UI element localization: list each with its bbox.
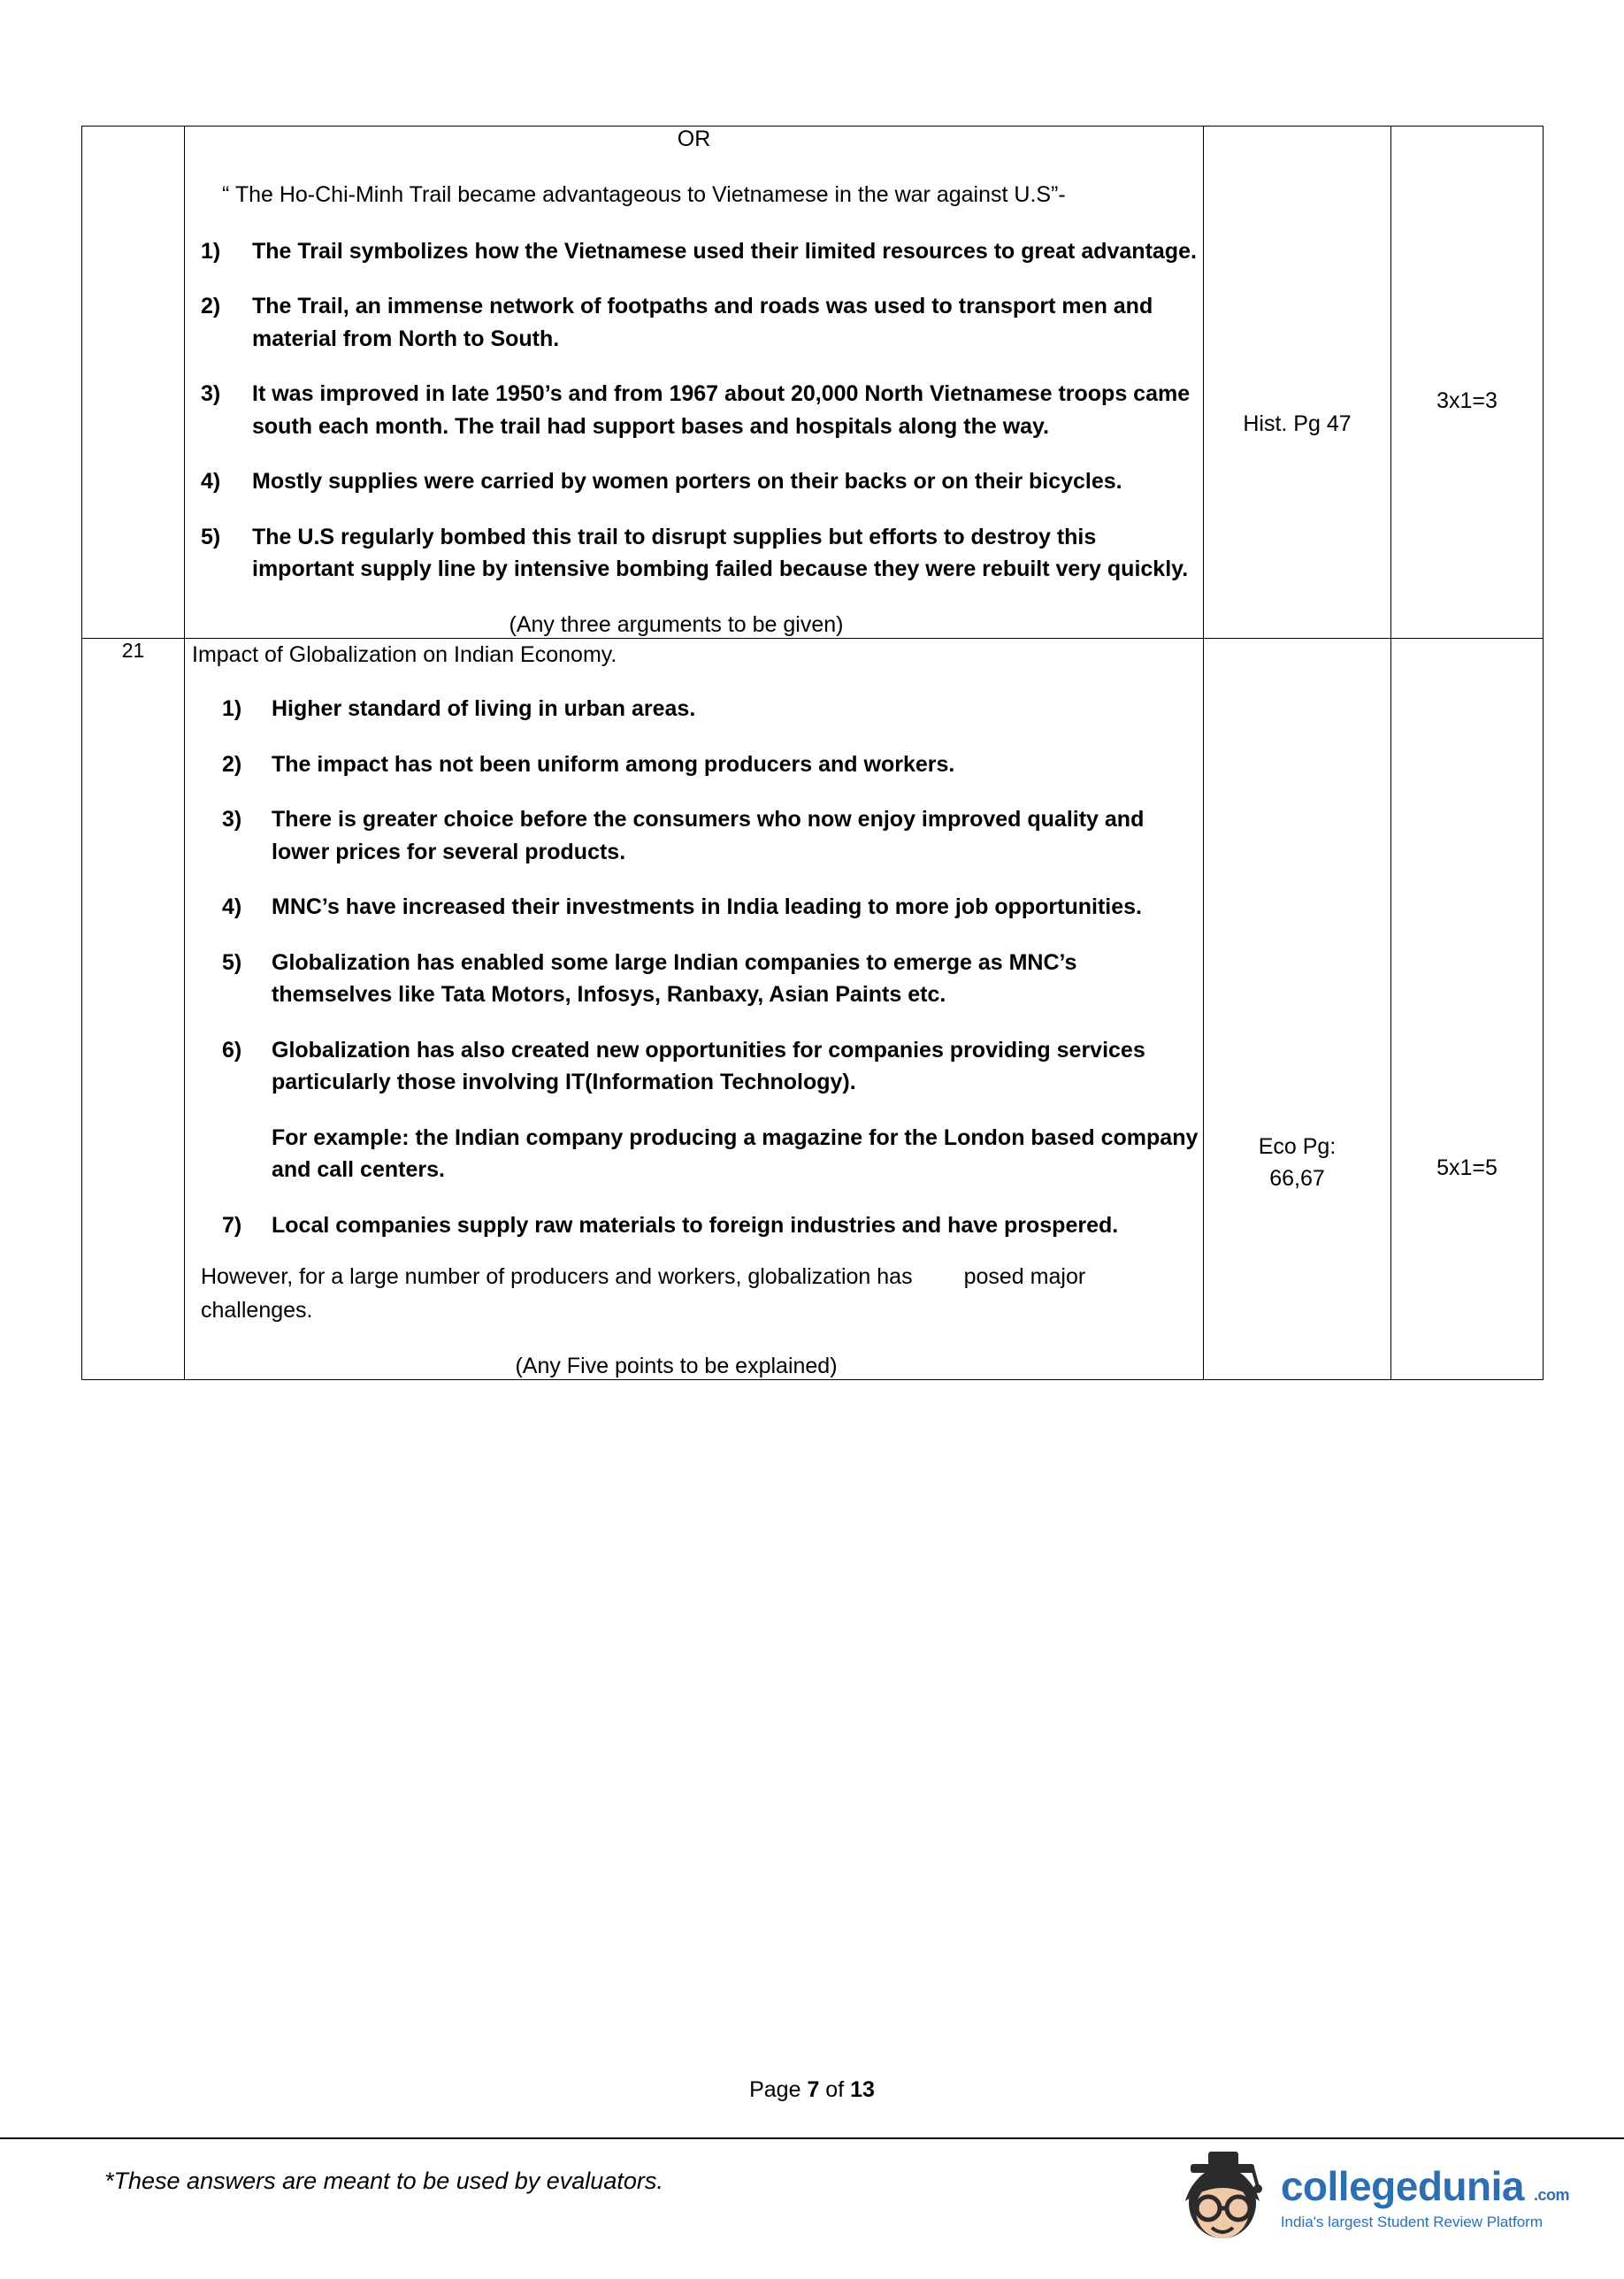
page-current: 7	[807, 2077, 820, 2102]
question-number: 21	[121, 638, 145, 662]
list-item	[185, 235, 1203, 268]
list-item-number: 6)	[222, 1037, 242, 1063]
list-item-number: 3)	[201, 381, 221, 406]
list-item-text: The Trail symbolizes how the Vietnamese used their limited resources to great advantage.	[252, 238, 1197, 264]
list-item	[185, 748, 1203, 781]
list-item-example: For example: the Indian company producing a magazine for the London based company and call centers.	[272, 1124, 1199, 1182]
list-item-number: 3)	[222, 807, 242, 832]
question-number-cell	[82, 127, 185, 639]
list-item-text: Mostly supplies were carried by women porters on their backs or on their bicycles.	[252, 469, 1122, 494]
list-item-number: 5)	[222, 949, 242, 975]
list-item	[185, 290, 1203, 355]
answer-note: (Any Five points to be explained)	[515, 1354, 838, 1378]
answer-note: (Any three arguments to be given)	[509, 611, 844, 637]
page-total: 13	[850, 2077, 875, 2102]
answer-key-table	[81, 126, 1544, 1380]
list-item	[185, 803, 1203, 868]
list-item-text: MNC’s have increased their investments in India leading to more job opportunities.	[272, 894, 1142, 919]
answer-body-cell	[185, 638, 1204, 1380]
page-label-mid: of	[819, 2077, 851, 2102]
reference-text-line2: 66,67	[1269, 1165, 1325, 1191]
list-item-text: Higher standard of living in urban areas.	[272, 696, 696, 721]
question-quote: “ The Ho-Chi-Minh Trail became advantageous to Vietnamese in the war against U.S”-	[222, 182, 1066, 207]
reference-cell	[1204, 638, 1391, 1380]
brand-text	[1280, 2153, 1569, 2231]
page-label-prefix: Page	[749, 2077, 808, 2102]
list-item	[185, 693, 1203, 725]
list-item-number: 4)	[201, 469, 221, 494]
answer-closing-b: posed major challenges.	[201, 1264, 1086, 1323]
list-item	[185, 465, 1203, 498]
marks-text: 5x1=5	[1436, 1155, 1498, 1180]
list-item	[185, 1034, 1203, 1186]
list-item-number: 4)	[222, 894, 242, 919]
marks-cell	[1391, 638, 1544, 1380]
list-item	[185, 378, 1203, 442]
answer-body-cell	[185, 127, 1204, 639]
brand-name-text: collegedunia	[1280, 2163, 1524, 2209]
table-row	[82, 638, 1544, 1380]
answer-points-list	[185, 693, 1203, 1241]
list-item-text: There is greater choice before the consumers who now enjoy improved quality and lower prices for several products.	[272, 807, 1145, 864]
reference-text-line1: Eco Pg:	[1258, 1133, 1337, 1159]
list-item-number: 1)	[201, 238, 221, 264]
collegedunia-logo[interactable]	[1176, 2139, 1569, 2245]
brand-tagline: India's largest Student Review Platform	[1280, 2214, 1543, 2230]
list-item-number: 2)	[201, 294, 221, 318]
answer-closing	[185, 1261, 1203, 1327]
marks-cell	[1391, 127, 1544, 639]
question-number-cell	[82, 638, 185, 1380]
answer-closing-a: However, for a large number of producers and workers, globalization has	[201, 1264, 913, 1289]
list-item-text: Local companies supply raw materials to foreign industries and have prospered.	[272, 1212, 1119, 1238]
graduate-mascot-icon	[1176, 2139, 1268, 2245]
list-item-text: Globalization has also created new opportunities for companies providing services particularly those involving IT(Information Technology).	[272, 1037, 1145, 1094]
list-item-number: 2)	[222, 751, 242, 777]
evaluator-note: *These answers are meant to be used by evaluators.	[104, 2168, 663, 2194]
answer-points-list	[185, 235, 1203, 586]
list-item-text: Globalization has enabled some large Indian companies to emerge as MNC’s themselves like Tata Motors, Infosys, Ranbaxy, Asian Paints etc.	[272, 949, 1077, 1007]
list-item-text: The impact has not been uniform among producers and workers.	[272, 751, 955, 777]
page-number	[0, 2077, 1624, 2103]
list-item-text: The Trail, an immense network of footpaths and roads was used to transport men and material from North to South.	[252, 294, 1153, 351]
list-item-text: It was improved in late 1950’s and from 1967 about 20,000 North Vietnamese troops came south each month. The trail had support bases and hospitals along the way.	[252, 381, 1191, 439]
list-item	[185, 891, 1203, 924]
brand-name	[1280, 2163, 1569, 2209]
table-row	[82, 127, 1544, 639]
reference-text: Hist. Pg 47	[1243, 411, 1352, 436]
or-label: OR	[677, 127, 711, 151]
list-item-text: The U.S regularly bombed this trail to disrupt supplies but efforts to destroy this important supply line by intensive bombing failed because they were rebuilt very quickly.	[252, 524, 1189, 581]
marks-text: 3x1=3	[1436, 388, 1498, 413]
list-item	[185, 521, 1203, 586]
list-item-number: 1)	[222, 696, 242, 721]
list-item-number: 5)	[201, 524, 221, 549]
list-item-number: 7)	[222, 1212, 242, 1238]
brand-tld: .com	[1533, 2186, 1569, 2204]
list-item	[185, 947, 1203, 1011]
list-item	[185, 1209, 1203, 1242]
answer-intro: Impact of Globalization on Indian Economy.	[192, 641, 617, 667]
reference-cell	[1204, 127, 1391, 639]
